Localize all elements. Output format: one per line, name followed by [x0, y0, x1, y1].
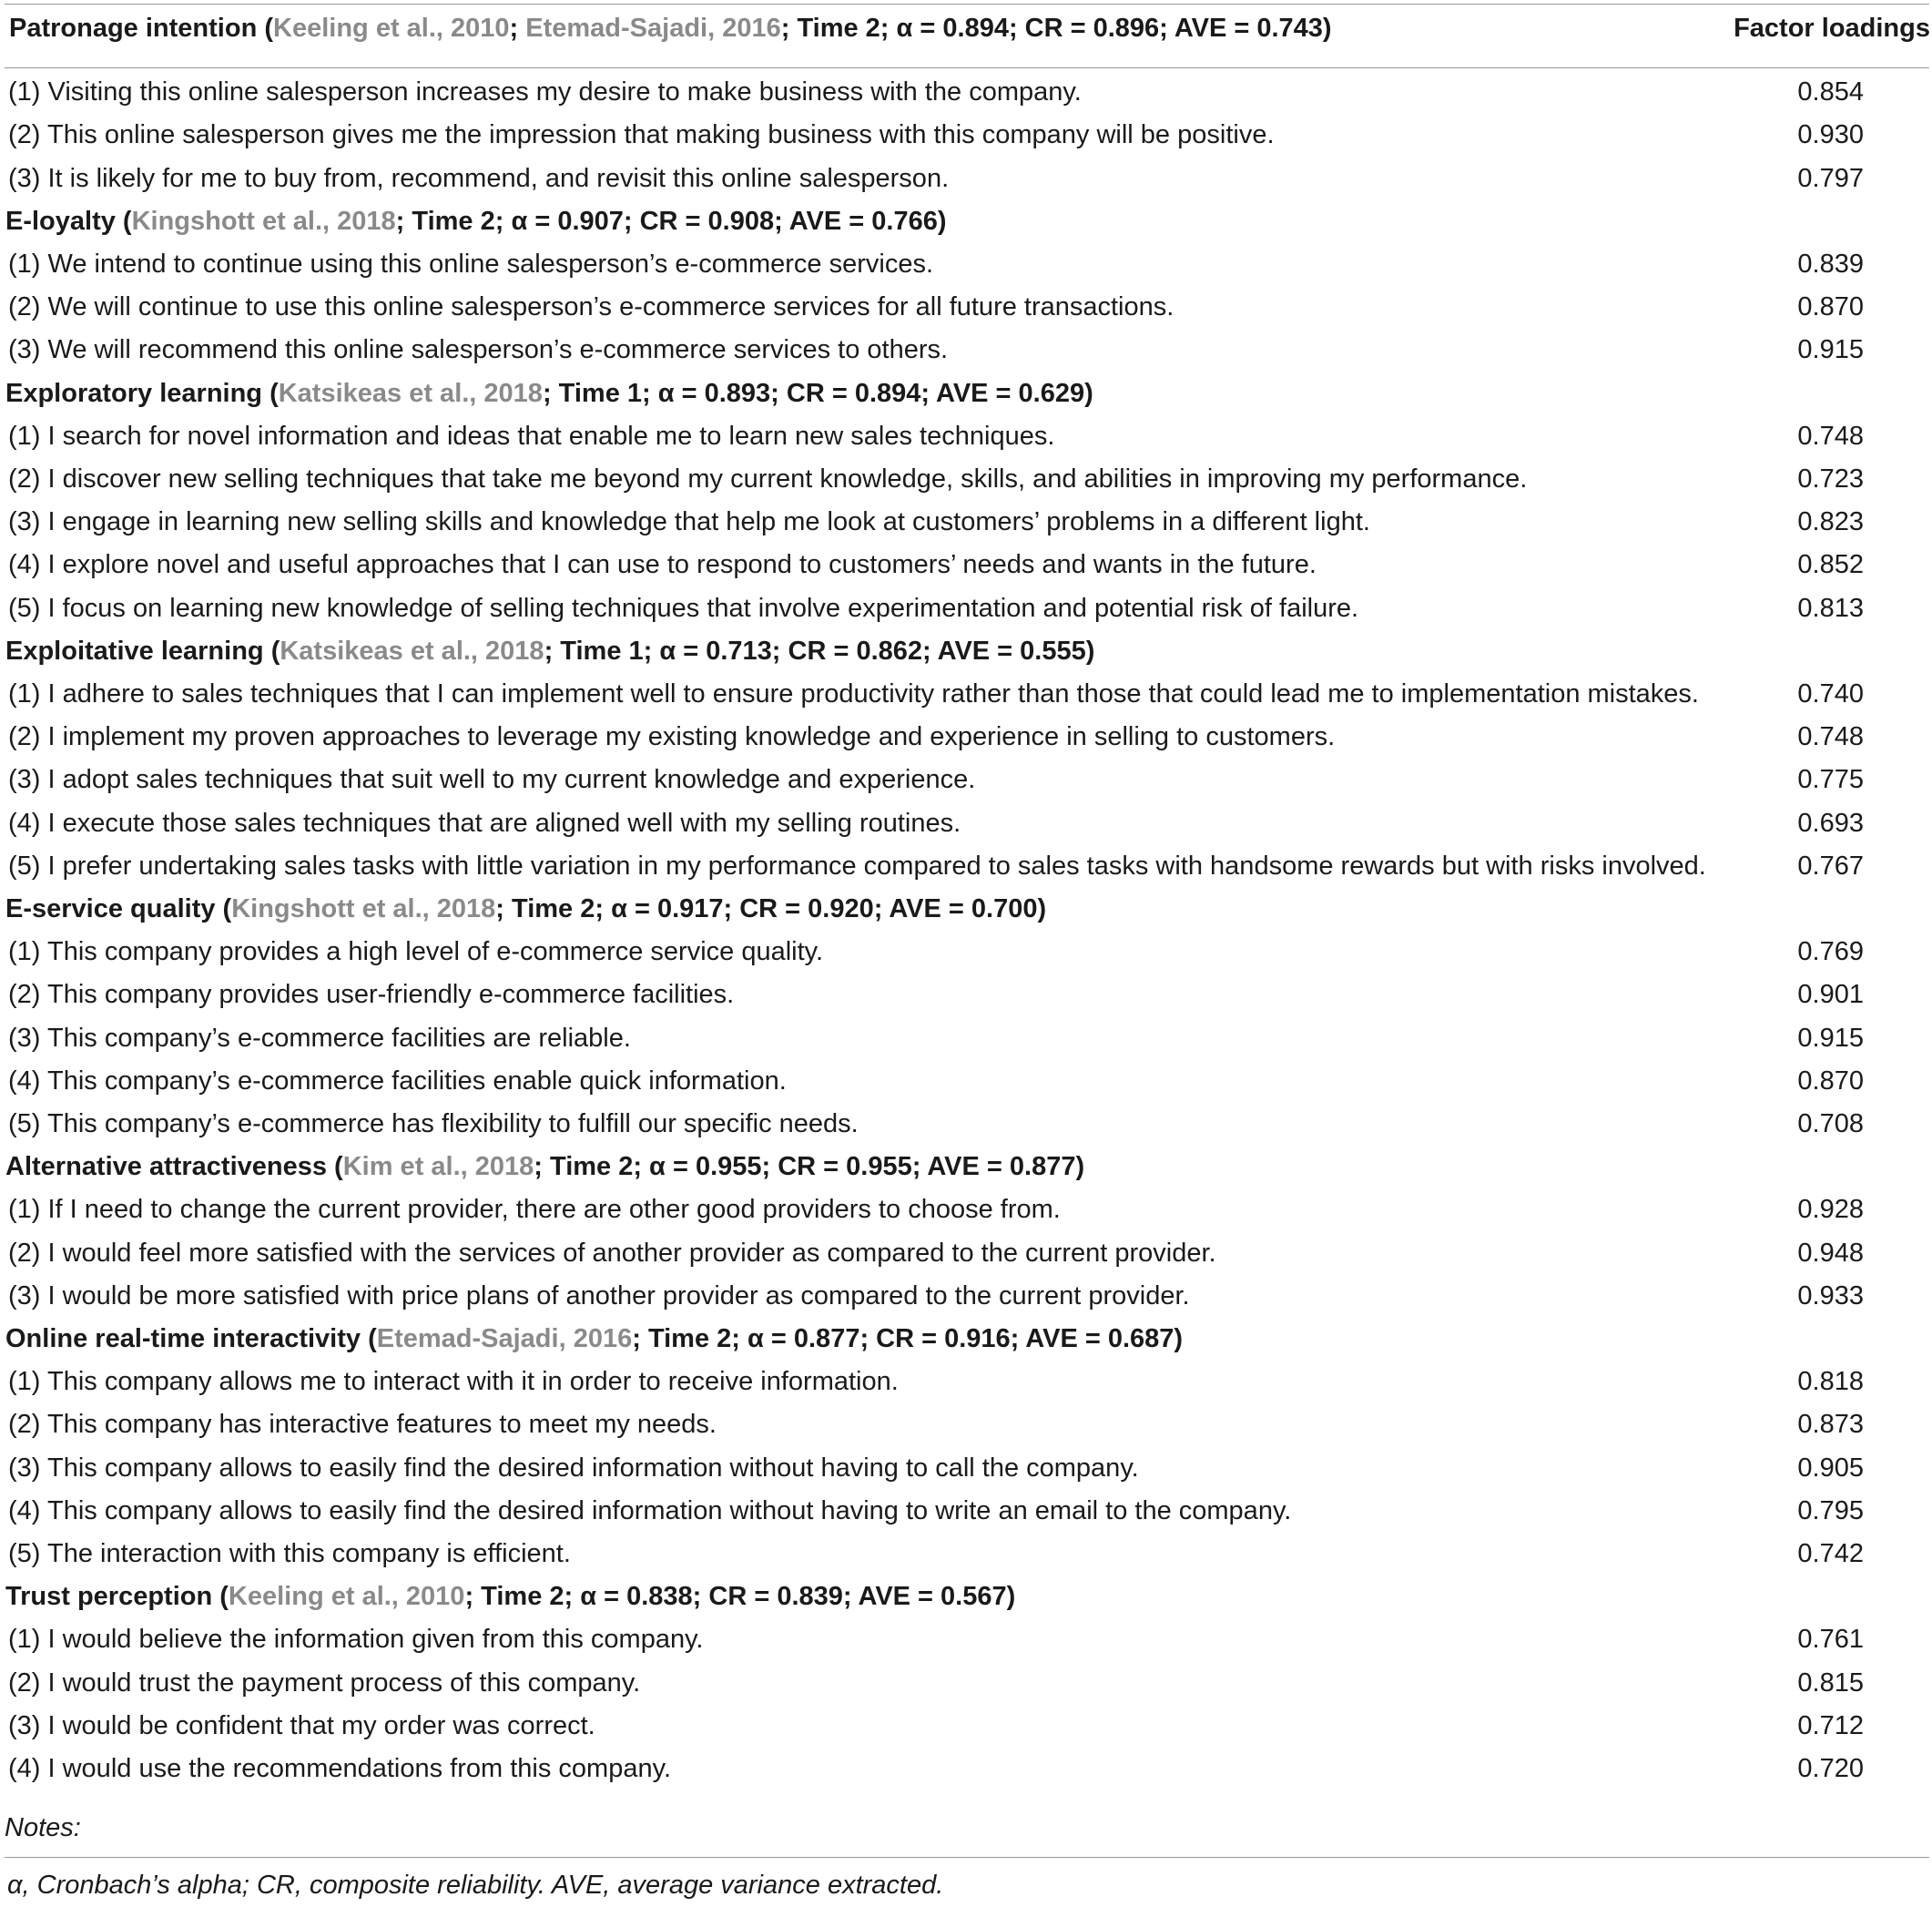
section-name: E-loyalty — [5, 207, 116, 236]
table-row — [0, 715, 1932, 759]
factor-loading: 0.870 — [1797, 1066, 1864, 1096]
item-text: (5) I focus on learning new knowledge of selling techniques that involve experimentation and potential risk of failure. — [8, 594, 1359, 623]
factor-loading: 0.767 — [1797, 852, 1864, 881]
section-title: Online real-time interactivity (Etemad-Sajadi, 2016; Time 2; α = 0.877; CR = 0.916; AVE = 0.687) — [5, 1324, 1184, 1353]
section-header-row — [0, 372, 1932, 415]
table-row — [0, 844, 1932, 888]
factor-loading: 0.797 — [1797, 164, 1864, 193]
section-title: Trust perception (Keeling et al., 2010; Time 2; α = 0.838; CR = 0.839; AVE = 0.567) — [5, 1582, 1016, 1611]
citation-link: Kingshott et al., 2018 — [231, 894, 496, 923]
section-header-row — [0, 629, 1932, 673]
table-row — [0, 1661, 1932, 1705]
item-text: (2) I would feel more satisfied with the services of another provider as compared to the current provider. — [8, 1239, 1216, 1268]
section-header-row — [0, 1145, 1932, 1188]
item-text: (2) We will continue to use this online salesperson’s e-commerce services for all future transactions. — [8, 292, 1174, 321]
item-text: (5) The interaction with this company is efficient. — [8, 1539, 571, 1568]
factor-loadings-header: Factor loadings — [1734, 14, 1930, 43]
section-header-row — [0, 887, 1932, 931]
factor-loading: 0.740 — [1797, 679, 1864, 709]
item-text: (4) I explore novel and useful approaches that I can use to respond to customers’ needs and wants in the future. — [8, 550, 1317, 579]
factor-loading: 0.815 — [1797, 1668, 1864, 1698]
section-name: Alternative attractiveness — [5, 1152, 327, 1181]
item-text: (4) I would use the recommendations from this company. — [8, 1754, 672, 1783]
table-row — [0, 543, 1932, 586]
table-row — [0, 1188, 1932, 1231]
citation-link: Kim et al., 2018 — [342, 1152, 534, 1181]
table-row — [0, 758, 1932, 801]
item-text: (4) This company’s e-commerce facilities enable quick information. — [8, 1066, 787, 1096]
table-row — [0, 1102, 1932, 1146]
item-text: (4) I execute those sales techniques that are aligned well with my selling routines. — [8, 809, 961, 838]
table-row — [0, 1402, 1932, 1446]
section-title: Exploitative learning (Katsikeas et al., 2018; Time 1; α = 0.713; CR = 0.862; AVE = 0.555) — [5, 637, 1095, 666]
item-text: (1) I adhere to sales techniques that I can implement well to ensure productivity rather than those that could lead me to implementation mistakes. — [8, 679, 1699, 709]
section-stats: Time 2; α = 0.877; CR = 0.916; AVE = 0.687 — [647, 1324, 1174, 1353]
table-row — [0, 1489, 1932, 1533]
table-row — [0, 1532, 1932, 1576]
citation-link: Katsikeas et al., 2018 — [280, 637, 544, 666]
factor-loading: 0.948 — [1797, 1239, 1864, 1268]
table-row — [0, 973, 1932, 1016]
factor-loading: 0.769 — [1797, 937, 1864, 966]
factor-loading: 0.915 — [1797, 335, 1864, 364]
item-text: (2) This company has interactive features to meet my needs. — [8, 1410, 717, 1439]
factor-loading: 0.795 — [1797, 1496, 1864, 1525]
factor-loading: 0.933 — [1797, 1281, 1864, 1310]
factor-loading: 0.928 — [1797, 1195, 1864, 1224]
section-name: Trust perception — [5, 1582, 213, 1611]
table-row — [0, 328, 1932, 372]
item-text: (5) This company’s e-commerce has flexibility to fulfill our specific needs. — [8, 1109, 859, 1138]
table-row — [0, 157, 1932, 200]
table-row — [0, 1747, 1932, 1790]
table-row — [0, 672, 1932, 716]
section-stats: Time 2; α = 0.955; CR = 0.955; AVE = 0.877 — [550, 1152, 1076, 1181]
factor-loading: 0.915 — [1797, 1024, 1864, 1053]
table-row — [0, 113, 1932, 157]
notes-text: α, Cronbach’s alpha; CR, composite reliability. AVE, average variance extracted. — [7, 1871, 944, 1900]
factor-loading: 0.818 — [1797, 1367, 1864, 1396]
factor-loading: 0.693 — [1797, 809, 1864, 838]
factor-loading: 0.720 — [1797, 1754, 1864, 1783]
factor-loading: 0.852 — [1797, 550, 1864, 579]
item-text: (1) We intend to continue using this online salesperson’s e-commerce services. — [8, 250, 934, 279]
factor-loading: 0.905 — [1797, 1453, 1864, 1483]
section-title: E-service quality (Kingshott et al., 2018; Time 2; α = 0.917; CR = 0.920; AVE = 0.700) — [5, 894, 1047, 923]
factor-loading: 0.723 — [1797, 464, 1864, 494]
factor-loading: 0.761 — [1797, 1625, 1864, 1654]
section-title: Patronage intention (Keeling et al., 2010; Etemad-Sajadi, 2016; Time 2; α = 0.894; CR = 0.896; AVE = 0.743) — [9, 14, 1332, 43]
item-text: (1) Visiting this online salesperson increases my desire to make business with the company. — [8, 77, 1082, 107]
item-text: (3) This company allows to easily find the desired information without having to call the company. — [8, 1453, 1139, 1483]
item-text: (2) I would trust the payment process of this company. — [8, 1668, 641, 1698]
item-text: (1) This company allows me to interact with it in order to receive information. — [8, 1367, 899, 1396]
factor-loading: 0.930 — [1797, 120, 1864, 149]
item-text: (5) I prefer undertaking sales tasks with little variation in my performance compared to sales tasks with handsome rewards but with risks involved. — [8, 852, 1706, 881]
table-row — [0, 1360, 1932, 1403]
item-text: (3) I would be confident that my order was correct. — [8, 1711, 595, 1740]
factor-loading: 0.748 — [1797, 422, 1864, 451]
section-name: Exploratory learning — [5, 379, 263, 408]
section-stats: Time 1; α = 0.893; CR = 0.894; AVE = 0.629 — [558, 379, 1085, 408]
factor-loading: 0.854 — [1797, 77, 1864, 107]
factor-loading: 0.873 — [1797, 1410, 1864, 1439]
item-text: (3) I adopt sales techniques that suit well to my current knowledge and experience. — [8, 765, 976, 794]
table-row — [0, 930, 1932, 974]
factor-loading: 0.839 — [1797, 250, 1864, 279]
item-text: (1) I would believe the information given from this company. — [8, 1625, 704, 1654]
section-stats: Time 2; α = 0.838; CR = 0.839; AVE = 0.567 — [481, 1582, 1007, 1611]
table-row — [0, 1446, 1932, 1490]
header-rule — [5, 67, 1929, 68]
table-row — [0, 1016, 1932, 1060]
notes-label: Notes: — [5, 1813, 81, 1842]
section-title: Exploratory learning (Katsikeas et al., 2018; Time 1; α = 0.893; CR = 0.894; AVE = 0.629) — [5, 379, 1093, 408]
item-text: (4) This company allows to easily find the desired information without having to write an email to the company. — [8, 1496, 1292, 1525]
section-title: E-loyalty (Kingshott et al., 2018; Time 2; α = 0.907; CR = 0.908; AVE = 0.766) — [5, 207, 947, 236]
table-row — [0, 285, 1932, 329]
item-text: (2) I discover new selling techniques that take me beyond my current knowledge, skills, and abilities in improving my performance. — [8, 464, 1528, 494]
section-name: Online real-time interactivity — [5, 1324, 361, 1353]
factor-loading: 0.813 — [1797, 594, 1864, 623]
citation-link: Keeling et al., 2010 — [273, 14, 510, 43]
section-stats: Time 1; α = 0.713; CR = 0.862; AVE = 0.555 — [560, 637, 1086, 666]
section-stats: Time 2; α = 0.894; CR = 0.896; AVE = 0.743 — [797, 14, 1323, 43]
factor-loading: 0.901 — [1797, 980, 1864, 1009]
section-title: Alternative attractiveness (Kim et al., 2018; Time 2; α = 0.955; CR = 0.955; AVE = 0.877) — [5, 1152, 1085, 1181]
citation-link: Etemad-Sajadi, 2016 — [525, 14, 781, 43]
table-row — [0, 1617, 1932, 1661]
section-stats: Time 2; α = 0.907; CR = 0.908; AVE = 0.766 — [412, 207, 938, 236]
factor-loading: 0.748 — [1797, 722, 1864, 751]
table-row — [0, 500, 1932, 544]
table-row — [0, 1274, 1932, 1318]
section-name: Exploitative learning — [5, 637, 264, 666]
item-text: (1) I search for novel information and ideas that enable me to learn new sales techniques. — [8, 422, 1055, 451]
item-text: (3) It is likely for me to buy from, recommend, and revisit this online salesperson. — [8, 164, 950, 193]
citation-link: Etemad-Sajadi, 2016 — [376, 1324, 633, 1353]
item-text: (3) This company’s e-commerce facilities are reliable. — [8, 1024, 631, 1053]
top-rule — [5, 4, 1929, 5]
table-row — [0, 70, 1932, 114]
table-row — [0, 457, 1932, 501]
table-row — [0, 1231, 1932, 1275]
item-text: (2) This online salesperson gives me the impression that making business with this company will be positive. — [8, 120, 1275, 149]
item-text: (3) I would be more satisfied with price plans of another provider as compared to the current provider. — [8, 1281, 1190, 1310]
table-row — [0, 414, 1932, 458]
factor-loading: 0.870 — [1797, 292, 1864, 321]
citation-link: Kingshott et al., 2018 — [131, 207, 396, 236]
factor-loading: 0.712 — [1797, 1711, 1864, 1740]
section-header-row — [0, 1575, 1932, 1618]
table-row — [0, 801, 1932, 845]
citation-link: Keeling et al., 2010 — [228, 1582, 465, 1611]
item-text: (3) We will recommend this online salesperson’s e-commerce services to others. — [8, 335, 949, 364]
table-row — [0, 242, 1932, 286]
section-header-row — [0, 199, 1932, 243]
section-stats: Time 2; α = 0.917; CR = 0.920; AVE = 0.700 — [512, 894, 1038, 923]
section-header-row — [0, 1317, 1932, 1361]
factor-loading: 0.775 — [1797, 765, 1864, 794]
item-text: (2) I implement my proven approaches to leverage my existing knowledge and experience in selling to customers. — [8, 722, 1336, 751]
item-text: (1) This company provides a high level of e-commerce service quality. — [8, 937, 824, 966]
factor-loading: 0.708 — [1797, 1109, 1864, 1138]
item-text: (1) If I need to change the current provider, there are other good providers to choose from. — [8, 1195, 1061, 1224]
column-header-row — [0, 6, 1932, 50]
table-row — [0, 1704, 1932, 1748]
table-row — [0, 586, 1932, 630]
section-name: E-service quality — [5, 894, 216, 923]
item-text: (2) This company provides user-friendly e-commerce facilities. — [8, 980, 735, 1009]
factor-loading: 0.823 — [1797, 507, 1864, 536]
item-text: (3) I engage in learning new selling skills and knowledge that help me look at customers’ problems in a different light. — [8, 507, 1370, 536]
section-name: Patronage intention — [9, 14, 258, 43]
notes-rule — [5, 1857, 1929, 1858]
factor-loading: 0.742 — [1797, 1539, 1864, 1568]
citation-link: Katsikeas et al., 2018 — [278, 379, 543, 408]
table-row — [0, 1059, 1932, 1103]
